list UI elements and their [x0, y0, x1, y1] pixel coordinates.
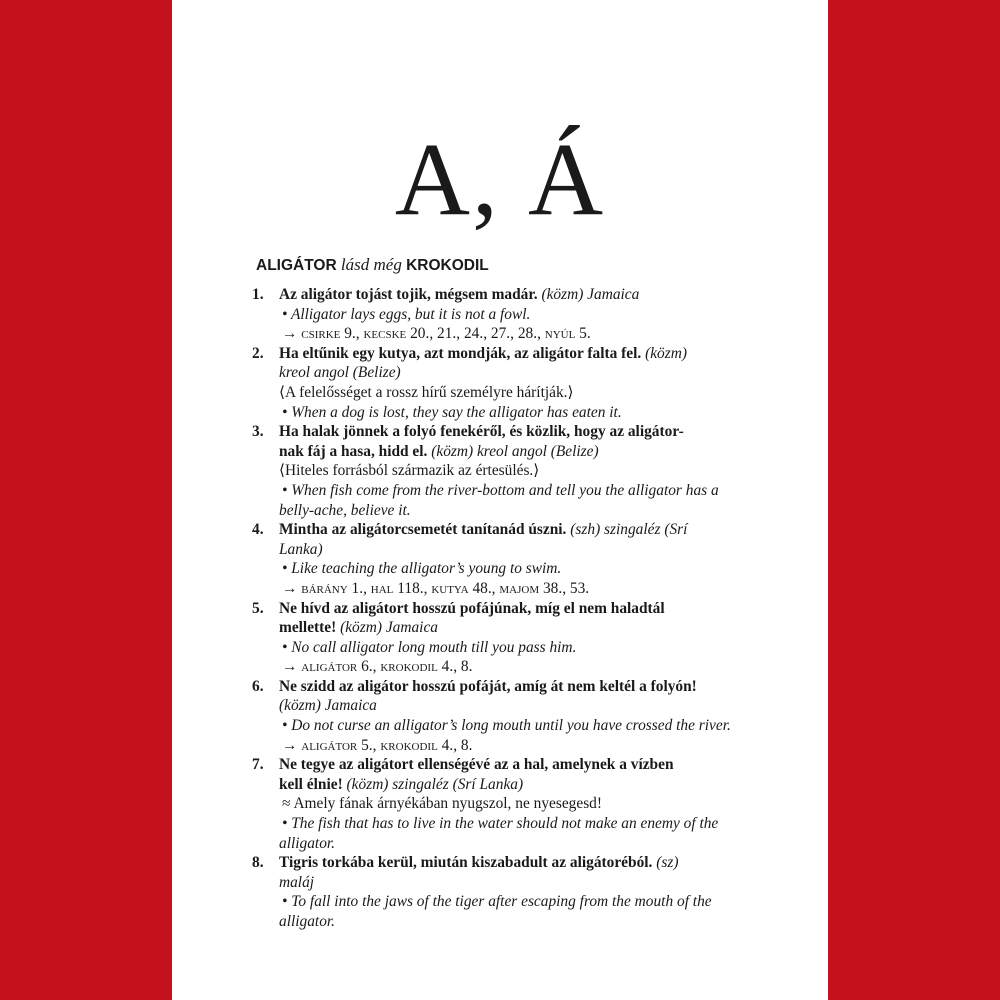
text-segment: (közm) Jamaica — [279, 697, 377, 715]
text-segment: Tigris torkába kerül, miután kiszabadult az aligátoréból. — [279, 854, 653, 872]
text-segment: Ha eltűnik egy kutya, azt mondják, az aligátor falta fel. — [279, 344, 642, 362]
text-segment: nyúl — [544, 325, 576, 343]
entry-line — [279, 363, 752, 383]
see-also-headword: KROKODIL — [406, 257, 489, 274]
text-segment: Lanka) — [279, 540, 323, 558]
text-segment: majom — [499, 579, 540, 597]
text-segment: Ne tegye az aligátort ellenségévé az a hal, amelynek a vízben — [279, 756, 674, 774]
text-segment: krokodil — [380, 658, 438, 676]
proverb-entry — [252, 853, 752, 931]
entry-line — [279, 716, 752, 736]
text-segment: kell élnie! — [279, 775, 343, 793]
text-segment: kecske — [363, 325, 407, 343]
entry-number: 4. — [252, 521, 264, 539]
text-segment: • Like teaching the alligator’s young to swim. — [282, 560, 562, 578]
text-segment: (közm) — [641, 344, 687, 362]
proverb-entry — [252, 285, 752, 344]
text-segment: → — [282, 579, 302, 597]
text-segment: csirke — [301, 325, 341, 343]
proverb-entry — [252, 344, 752, 422]
text-segment: (sz) — [652, 854, 679, 872]
text-segment: • When fish come from the river-bottom and tell you the alligator has a — [282, 481, 719, 499]
entry-line — [279, 775, 752, 795]
text-segment: (szh) szingaléz (Srí — [566, 521, 688, 539]
entry-number: 1. — [252, 286, 264, 303]
text-segment: 118., — [393, 579, 432, 597]
headword-line — [256, 254, 489, 277]
text-segment: nak fáj a hasa, hidd el. — [279, 442, 428, 460]
entry-line — [279, 324, 752, 344]
text-segment: 48., — [468, 579, 500, 597]
entry-number: 6. — [252, 677, 264, 695]
text-segment: • To fall into the jaws of the tiger after escaping from the mouth of the — [282, 893, 712, 911]
proverb-list — [252, 285, 752, 932]
text-segment: → — [282, 658, 302, 676]
entry-line — [279, 677, 752, 697]
entry-line — [279, 736, 752, 756]
entry-line — [279, 461, 752, 481]
entry-line — [279, 501, 752, 521]
text-segment: aligátor — [301, 658, 358, 676]
text-segment: maláj — [279, 873, 315, 891]
proverb-entry — [252, 520, 752, 598]
text-segment: (közm) Jamaica — [336, 619, 438, 637]
text-segment: (közm) Jamaica — [537, 286, 640, 303]
entry-number: 8. — [252, 854, 264, 872]
proverb-entry — [252, 599, 752, 677]
text-segment: Ne hívd az aligátort hosszú pofájúnak, míg el nem haladtál — [279, 599, 665, 617]
text-segment: 1., — [347, 579, 371, 597]
text-segment: kreol angol (Belize) — [279, 364, 401, 382]
entry-line — [279, 696, 752, 716]
text-segment: 9., — [340, 325, 364, 343]
entry-line — [279, 559, 752, 579]
text-segment: 38., 53. — [539, 579, 590, 597]
entry-line — [279, 599, 752, 619]
text-segment: → — [282, 736, 302, 754]
text-segment: → — [282, 325, 302, 343]
proverb-entry — [252, 755, 752, 853]
headword: ALIGÁTOR — [256, 257, 337, 274]
book-page — [172, 0, 828, 1000]
text-segment: (közm) szingaléz (Srí Lanka) — [342, 775, 524, 793]
entry-line — [279, 853, 752, 873]
text-segment: Mintha az aligátorcsemetét tanítanád úszni. — [279, 521, 567, 539]
entry-line — [279, 520, 752, 540]
text-segment: ≈ Amely fának árnyékában nyugszol, ne nyesegesd! — [282, 795, 603, 813]
text-segment: 5. — [575, 325, 591, 343]
entry-line — [279, 873, 752, 893]
entry-line — [279, 912, 752, 932]
entry-line — [279, 305, 752, 325]
entry-line — [279, 814, 752, 834]
text-segment: ⟨Hiteles forrásból származik az értesülés.⟩ — [279, 462, 540, 480]
text-segment: krokodil — [380, 736, 438, 754]
entry-number: 3. — [252, 423, 264, 441]
proverb-entry — [252, 422, 752, 520]
entry-line — [279, 579, 752, 599]
entry-line — [279, 344, 752, 364]
text-segment: • Do not curse an alligator’s long mouth until you have crossed the river. — [282, 717, 731, 735]
entry-line — [279, 834, 752, 854]
entry-number: 2. — [252, 344, 264, 362]
text-segment: Ha halak jönnek a folyó fenekéről, és közlik, hogy az aligátor- — [279, 423, 684, 441]
text-segment: mellette! — [279, 619, 337, 637]
entry-line — [279, 794, 752, 814]
text-segment: • No call alligator long mouth till you pass him. — [282, 638, 577, 656]
proverb-entry — [252, 677, 752, 755]
text-segment: 4., 8. — [437, 736, 473, 754]
text-segment: hal — [370, 579, 394, 597]
entry-line — [279, 755, 752, 775]
text-segment: 5., — [357, 736, 381, 754]
text-segment: aligátor — [301, 736, 358, 754]
text-segment: alligator. — [279, 834, 336, 852]
entry-line — [279, 481, 752, 501]
entry-line — [279, 618, 752, 638]
entry-line — [279, 422, 752, 442]
text-segment: • The fish that has to live in the water should not make an enemy of the — [282, 815, 719, 833]
entry-line — [279, 383, 752, 403]
text-segment: 20., 21., 24., 27., 28., — [406, 325, 545, 343]
text-segment: Ne szidd az aligátor hosszú pofáját, amíg át nem keltél a folyón! — [279, 677, 697, 695]
text-segment: belly-ache, believe it. — [279, 501, 411, 519]
entry-line — [279, 285, 752, 305]
letter-heading: A, Á — [394, 122, 606, 237]
text-segment: • When a dog is lost, they say the alligator has eaten it. — [282, 403, 622, 421]
entry-line — [279, 638, 752, 658]
entry-line — [279, 892, 752, 912]
text-segment: (közm) kreol angol (Belize) — [427, 442, 599, 460]
text-segment: Az aligátor tojást tojik, mégsem madár. — [279, 286, 538, 303]
text-segment: ⟨A felelősséget a rossz hírű személyre hárítják.⟩ — [279, 383, 574, 401]
text-segment: kutya — [431, 579, 469, 597]
entry-number: 7. — [252, 756, 264, 774]
entry-line — [279, 657, 752, 677]
see-also-label: lásd még — [340, 255, 402, 274]
text-segment: • Alligator lays eggs, but it is not a fowl. — [282, 305, 531, 323]
text-segment: alligator. — [279, 913, 336, 930]
text-segment: bárány — [301, 579, 348, 597]
text-segment: 6., — [357, 658, 381, 676]
entry-number: 5. — [252, 599, 264, 617]
text-segment: 4., 8. — [437, 658, 473, 676]
entry-line — [279, 540, 752, 560]
entry-line — [279, 403, 752, 423]
entry-line — [279, 442, 752, 462]
